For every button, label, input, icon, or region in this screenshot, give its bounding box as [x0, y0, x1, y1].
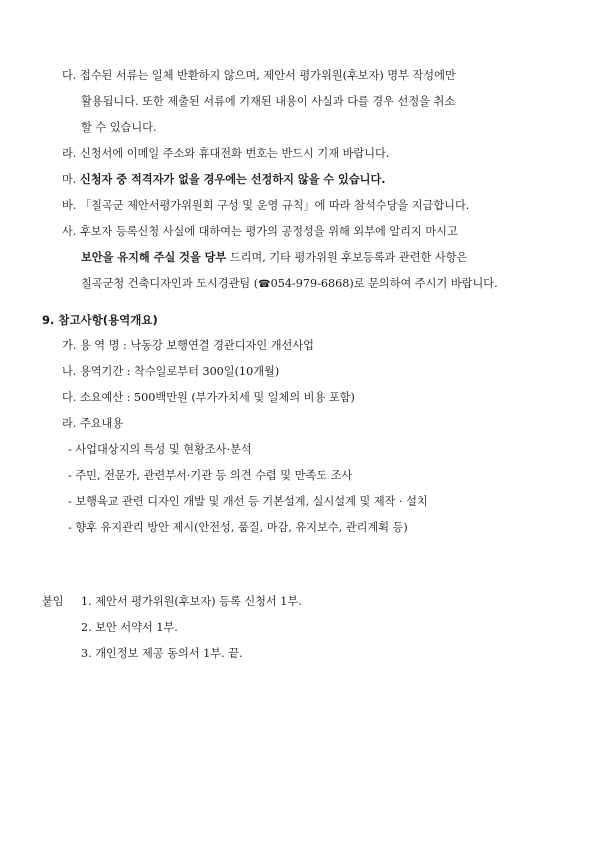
item-ra-label: 라. — [62, 147, 77, 160]
item-ma-text: 신청자 중 적격자가 없을 경우에는 선정하지 않을 수 있습니다. — [79, 173, 386, 186]
phone-icon: ☎ — [258, 279, 271, 290]
item-label: 가. — [62, 339, 77, 352]
item-da-text-2: 활용됩니다. 또한 제출된 서류에 기재된 내용이 사실과 다를 경우 선정을 취소 — [81, 95, 456, 108]
section-9-item-ga — [62, 338, 314, 354]
item-ma — [62, 172, 386, 188]
item-sa-label: 사. — [62, 225, 77, 238]
item-sa-line3 — [81, 276, 498, 293]
sub-item-3: - 보행육교 관련 디자인 개발 및 개선 등 기본설계, 실시설계 및 제작 · 설치 — [68, 495, 428, 508]
item-sa-text-3b: 054-979-6868)로 문의하여 주시기 바랍니다. — [270, 277, 498, 290]
item-sa-bold-text: 보안을 유지해 주실 것을 당부 — [81, 251, 227, 264]
item-da-line1 — [62, 68, 456, 84]
item-ma-label: 마. — [62, 173, 77, 186]
sub-item-4: - 향후 유지관리 방안 제시(안전성, 품질, 마감, 유지보수, 관리계획 등) — [68, 521, 408, 534]
item-sa-text-3a: 칠곡군청 건축디자인과 도시경관팀 ( — [81, 277, 259, 290]
sub-item-1: - 사업대상지의 특성 및 현황조사·분석 — [68, 443, 252, 456]
attachment-item-1: 1. 제안서 평가위원(후보자) 등록 신청서 1부. — [81, 595, 302, 608]
attachments-label: 붙임 — [42, 595, 64, 608]
sub-item-2: - 주민, 전문가, 관련부서·기관 등 의견 수렴 및 만족도 조사 — [68, 469, 353, 482]
item-ra — [62, 146, 389, 162]
item-text: 용 역 명 : 낙동강 보행연결 경관디자인 개선사업 — [79, 339, 314, 352]
item-ba — [62, 198, 469, 214]
item-da-text-3: 할 수 있습니다. — [81, 121, 157, 134]
attachment-item-2: 2. 보안 서약서 1부. — [81, 621, 178, 634]
item-sa-line2 — [81, 250, 467, 266]
item-sa-line1 — [62, 224, 458, 240]
item-ba-text: 「칠곡군 제안서평가위원회 구성 및 운영 규칙」에 따라 참석수당을 지급합니다. — [79, 199, 470, 212]
section-9-item-ra — [62, 416, 123, 432]
section-9-title: 9. 참고사항(용역개요) — [42, 313, 158, 327]
item-da-text-1: 접수된 서류는 일체 반환하지 않으며, 제안서 평가위원(후보자) 명부 작성에만 — [79, 69, 456, 82]
item-label: 라. — [62, 417, 77, 430]
item-text: 소요예산 : 500백만원 (부가가치세 및 일체의 비용 포함) — [79, 391, 355, 404]
item-sa-text-1: 후보자 등록신청 사실에 대하여는 평가의 공정성을 위해 외부에 알리지 마시고 — [79, 225, 458, 238]
item-da-label: 다. — [62, 69, 77, 82]
section-9-item-da — [62, 390, 355, 406]
item-text: 용역기간 : 착수일로부터 300일(10개월) — [79, 365, 280, 378]
attachment-item-3: 3. 개인정보 제공 동의서 1부. 끝. — [81, 647, 243, 660]
section-9-item-na — [62, 364, 279, 380]
item-label: 다. — [62, 391, 77, 404]
item-sa-text-2: 드리며, 기타 평가위원 후보등록과 관련한 사항은 — [226, 251, 468, 264]
item-ba-label: 바. — [62, 199, 77, 212]
item-text: 주요내용 — [79, 417, 124, 430]
item-label: 나. — [62, 365, 77, 378]
item-ra-text: 신청서에 이메일 주소와 휴대전화 번호는 반드시 기재 바랍니다. — [79, 147, 390, 160]
